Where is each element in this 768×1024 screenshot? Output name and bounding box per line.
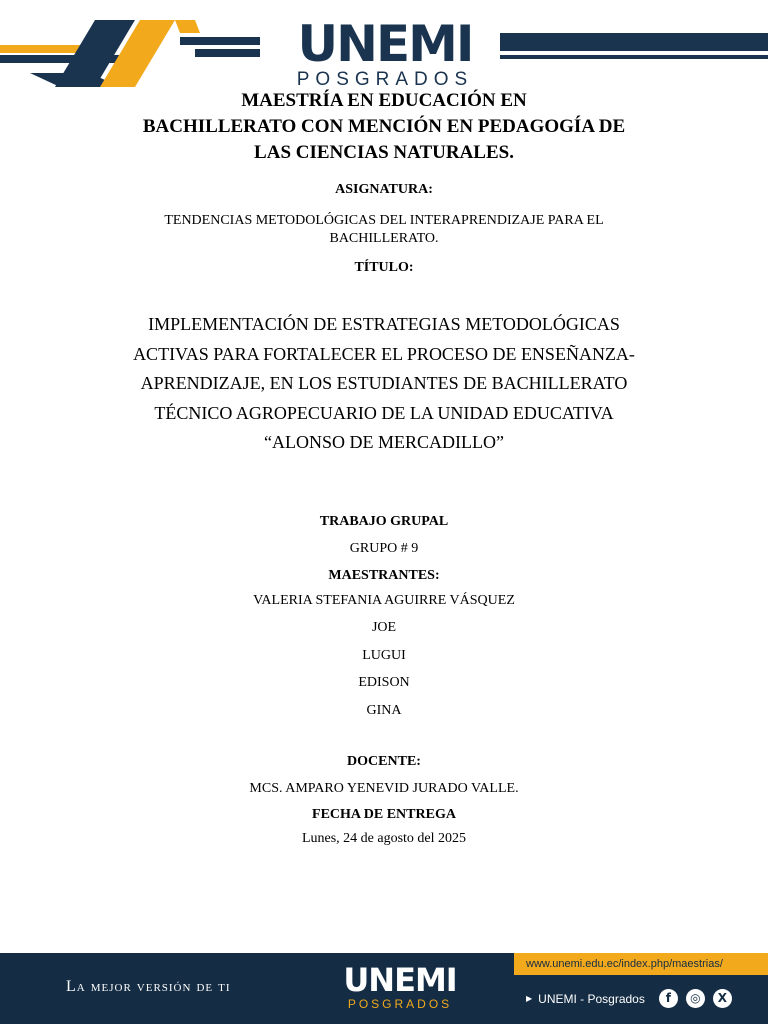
delivery-date: Lunes, 24 de agosto del 2025: [301, 831, 467, 847]
header-bar-right: [500, 33, 768, 61]
student-name: JOE: [371, 620, 397, 636]
student-name: EDISON: [358, 675, 410, 691]
cover-content: [0, 88, 768, 847]
date-label: FECHA DE ENTREGA: [312, 807, 456, 823]
teacher-label: DOCENTE:: [347, 754, 421, 770]
facebook-icon[interactable]: f: [659, 989, 678, 1008]
footer-logo-name: UNEMI: [343, 961, 457, 999]
subject-line: BACHILLERATO.: [329, 231, 439, 246]
program-title-line: MAESTRÍA EN EDUCACIÓN EN: [241, 90, 527, 111]
unemi-logo: [290, 15, 480, 90]
student-name: LUGUI: [362, 647, 406, 663]
program-title-line: BACHILLERATO CON MENCIÓN EN PEDAGOGÍA DE: [142, 116, 626, 137]
social-icons: [659, 989, 732, 1008]
program-title: [104, 88, 664, 166]
work-type: TRABAJO GRUPAL: [319, 513, 449, 529]
program-title-line: LAS CIENCIAS NATURALES.: [254, 142, 514, 163]
page-footer: [0, 953, 768, 1024]
research-title: [119, 310, 649, 458]
footer-social: [526, 989, 732, 1008]
research-title-line: “ALONSO DE MERCADILLO”: [264, 432, 504, 452]
research-title-line: TÉCNICO AGROPECUARIO DE LA UNIDAD EDUCATIVA: [154, 402, 614, 423]
research-title-line: APRENDIZAJE, EN LOS ESTUDIANTES DE BACHILLERATO: [140, 373, 628, 393]
students-label: MAESTRANTES:: [328, 567, 440, 583]
header-stripes-graphic: [0, 15, 260, 90]
subject-label: ASIGNATURA:: [335, 182, 433, 197]
logo-name: UNEMI: [297, 15, 473, 73]
student-name: GINA: [366, 702, 402, 718]
subject-name: [0, 212, 768, 248]
students-list: [0, 587, 768, 725]
footer-url[interactable]: www.unemi.edu.ec/index.php/maestrias/: [514, 953, 768, 975]
social-handle: UNEMI - Posgrados: [538, 991, 645, 1006]
student-name: VALERIA STEFANIA AGUIRRE VÁSQUEZ: [253, 592, 515, 608]
footer-logo-subtitle: POSGRADOS: [347, 997, 453, 1011]
play-arrow-icon: ▶: [526, 994, 533, 1003]
research-title-line: IMPLEMENTACIÓN DE ESTRATEGIAS METODOLÓGICAS: [148, 314, 620, 334]
page-header: [0, 0, 768, 95]
x-icon[interactable]: X: [713, 989, 732, 1008]
teacher-name: MCS. AMPARO YENEVID JURADO VALLE.: [249, 781, 519, 797]
subject-line: TENDENCIAS METODOLÓGICAS DEL INTERAPRENDIZAJE PARA EL: [164, 213, 604, 228]
research-title-line: ACTIVAS PARA FORTALECER EL PROCESO DE ENSEÑANZA-: [133, 343, 635, 364]
footer-logo: [330, 963, 470, 1011]
instagram-icon[interactable]: ◎: [686, 989, 705, 1008]
group-number: GRUPO # 9: [349, 540, 419, 556]
logo-subtitle: POSGRADOS: [296, 69, 474, 90]
footer-slogan: La mejor versión de ti: [66, 978, 231, 995]
title-label: TÍTULO:: [354, 260, 414, 275]
